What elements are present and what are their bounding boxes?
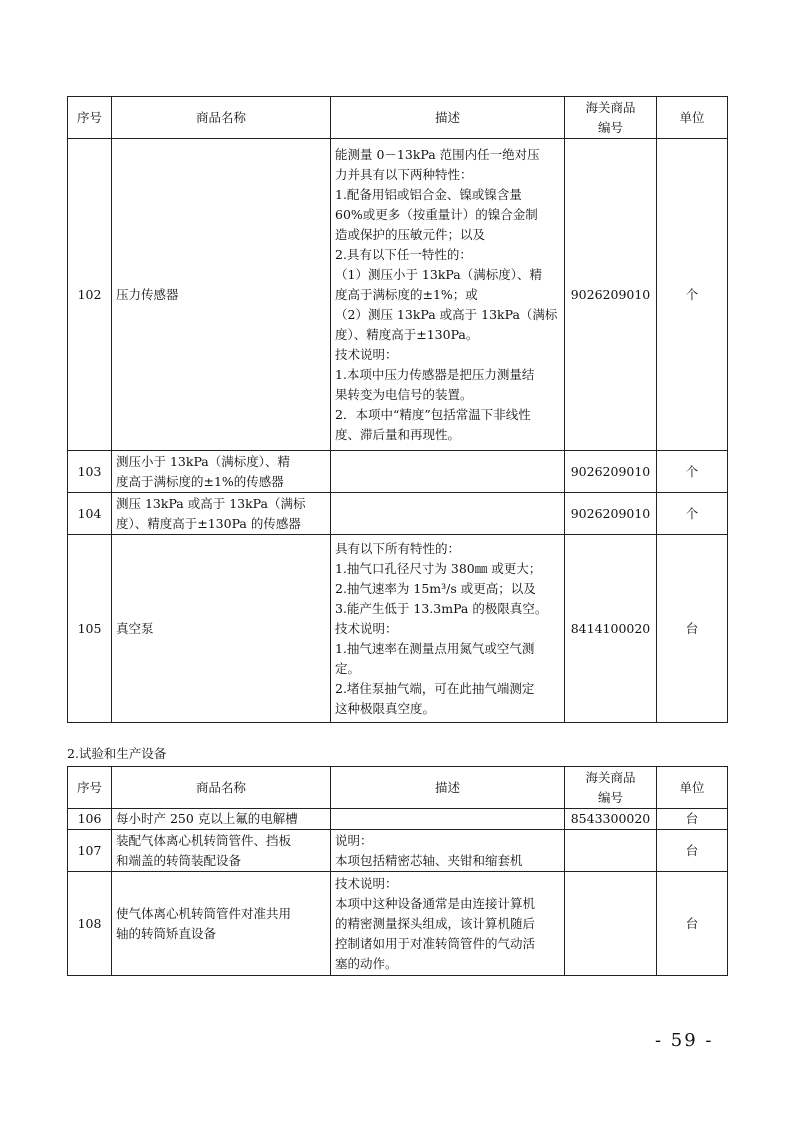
- desc-line: 2.堵住泵抽气端，可在此抽气端测定: [335, 680, 535, 696]
- desc-line: 度高于满标度的±1%；或: [335, 286, 478, 302]
- table-row: [68, 872, 728, 976]
- desc-line: 定。: [335, 660, 361, 676]
- desc-line: 果转变为电信号的装置。: [335, 386, 473, 402]
- table-row: [68, 535, 728, 723]
- desc-line: 技术说明：: [335, 875, 398, 891]
- cell-code: [565, 830, 657, 872]
- desc-line: 本项包括精密芯轴、夹钳和缩套机: [335, 852, 523, 868]
- cell-name: [112, 830, 331, 872]
- cell-unit: 台: [657, 809, 728, 830]
- desc-line: 技术说明：: [335, 620, 398, 636]
- desc-line: 度）、精度高于±130Pa。: [335, 326, 479, 342]
- cell-code: 8414100020: [565, 535, 657, 723]
- header-unit: 单位: [657, 97, 728, 139]
- header-code-line1: 海关商品: [585, 769, 636, 785]
- name-line: 测压 13kPa 或高于 13kPa（满标: [116, 495, 306, 511]
- header-code-line2: 编号: [597, 119, 623, 135]
- cell-code: 9026209010: [565, 451, 657, 493]
- desc-line: 本项中这种设备通常是由连接计算机: [335, 895, 536, 911]
- header-seq: 序号: [68, 767, 112, 809]
- header-code: [565, 767, 657, 809]
- table-row: [68, 451, 728, 493]
- desc-line: 控制诸如用于对准转筒管件的气动活: [335, 935, 536, 951]
- cell-seq: 105: [68, 535, 112, 723]
- header-unit: 单位: [657, 767, 728, 809]
- cell-name: 每小时产 250 克以上氟的电解槽: [112, 809, 331, 830]
- table-header-row: [68, 767, 728, 809]
- cell-desc: [331, 872, 565, 976]
- header-code: [565, 97, 657, 139]
- name-line: 轴的转筒矫直设备: [116, 925, 217, 941]
- desc-line: 度、滞后量和再现性。: [335, 426, 461, 442]
- cell-desc: [331, 535, 565, 723]
- cell-seq: 108: [68, 872, 112, 976]
- header-desc: 描述: [331, 767, 565, 809]
- table-row: [68, 830, 728, 872]
- desc-line: 能测量 0－13kPa 范围内任一绝对压: [335, 146, 540, 162]
- cell-name: [112, 493, 331, 535]
- desc-line: 造或保护的压敏元件；以及: [335, 226, 486, 242]
- table-header-row: [68, 97, 728, 139]
- header-seq: 序号: [68, 97, 112, 139]
- name-line: 测压小于 13kPa（满标度）、精: [116, 453, 291, 469]
- cell-code: 9026209010: [565, 139, 657, 451]
- desc-line: 1.抽气口孔径尺寸为 380㎜ 或更大；: [335, 560, 542, 576]
- desc-line: 3.能产生低于 13.3mPa 的极限真空。: [335, 600, 548, 616]
- header-code-line1: 海关商品: [585, 99, 636, 115]
- cell-seq: 107: [68, 830, 112, 872]
- cell-unit: 台: [657, 830, 728, 872]
- desc-line: 2．本项中“精度”包括常温下非线性: [335, 406, 531, 422]
- cell-seq: 106: [68, 809, 112, 830]
- table-2: [67, 766, 728, 976]
- cell-desc: [331, 139, 565, 451]
- cell-desc: [331, 451, 565, 493]
- desc-line: 60%或更多（按重量计）的镍合金制: [335, 206, 538, 222]
- cell-desc: [331, 830, 565, 872]
- desc-line: 1.抽气速率在测量点用氮气或空气测: [335, 640, 535, 656]
- cell-unit: 台: [657, 535, 728, 723]
- header-desc: 描述: [331, 97, 565, 139]
- desc-line: 力并具有以下两种特性：: [335, 166, 473, 182]
- desc-line: 的精密测量探头组成，该计算机随后: [335, 915, 536, 931]
- cell-seq: 103: [68, 451, 112, 493]
- name-line: 度高于满标度的±1%的传感器: [116, 473, 284, 489]
- cell-seq: 102: [68, 139, 112, 451]
- cell-name: [112, 872, 331, 976]
- cell-desc: [331, 493, 565, 535]
- cell-name: 真空泵: [112, 535, 331, 723]
- cell-unit: 个: [657, 493, 728, 535]
- desc-line: 技术说明：: [335, 346, 398, 362]
- cell-code: 8543300020: [565, 809, 657, 830]
- table-row: [68, 493, 728, 535]
- cell-name: 压力传感器: [112, 139, 331, 451]
- cell-code: 9026209010: [565, 493, 657, 535]
- desc-line: 2.抽气速率为 15m³/s 或更高；以及: [335, 580, 536, 596]
- cell-unit: 个: [657, 139, 728, 451]
- cell-unit: 个: [657, 451, 728, 493]
- cell-name: [112, 451, 331, 493]
- header-code-line2: 编号: [597, 789, 623, 805]
- cell-code: [565, 872, 657, 976]
- desc-line: （2）测压 13kPa 或高于 13kPa（满标: [335, 306, 558, 322]
- desc-line: 塞的动作。: [335, 955, 398, 971]
- page-number: - 59 -: [655, 1030, 714, 1051]
- desc-line: 1.本项中压力传感器是把压力测量结: [335, 366, 535, 382]
- cell-unit: 台: [657, 872, 728, 976]
- desc-line: 说明：: [335, 832, 373, 848]
- desc-line: 1.配备用铝或铝合金、镍或镍含量: [335, 186, 522, 202]
- desc-line: 这种极限真空度。: [335, 700, 436, 716]
- table-row: [68, 809, 728, 830]
- header-name: 商品名称: [112, 97, 331, 139]
- name-line: 度）、精度高于±130Pa 的传感器: [116, 515, 301, 531]
- name-line: 装配气体离心机转筒管件、挡板: [116, 832, 292, 848]
- table-1: [67, 96, 728, 723]
- cell-desc: [331, 809, 565, 830]
- name-line: 和端盖的转筒装配设备: [116, 852, 242, 868]
- header-name: 商品名称: [112, 767, 331, 809]
- name-line: 使气体离心机转筒管件对准共用: [116, 905, 292, 921]
- desc-line: 具有以下所有特性的：: [335, 540, 461, 556]
- table-row: [68, 139, 728, 451]
- desc-line: 2.具有以下任一特性的：: [335, 246, 472, 262]
- cell-seq: 104: [68, 493, 112, 535]
- section-caption: 2.试验和生产设备: [67, 746, 167, 761]
- desc-line: （1）测压小于 13kPa（满标度）、精: [335, 266, 542, 282]
